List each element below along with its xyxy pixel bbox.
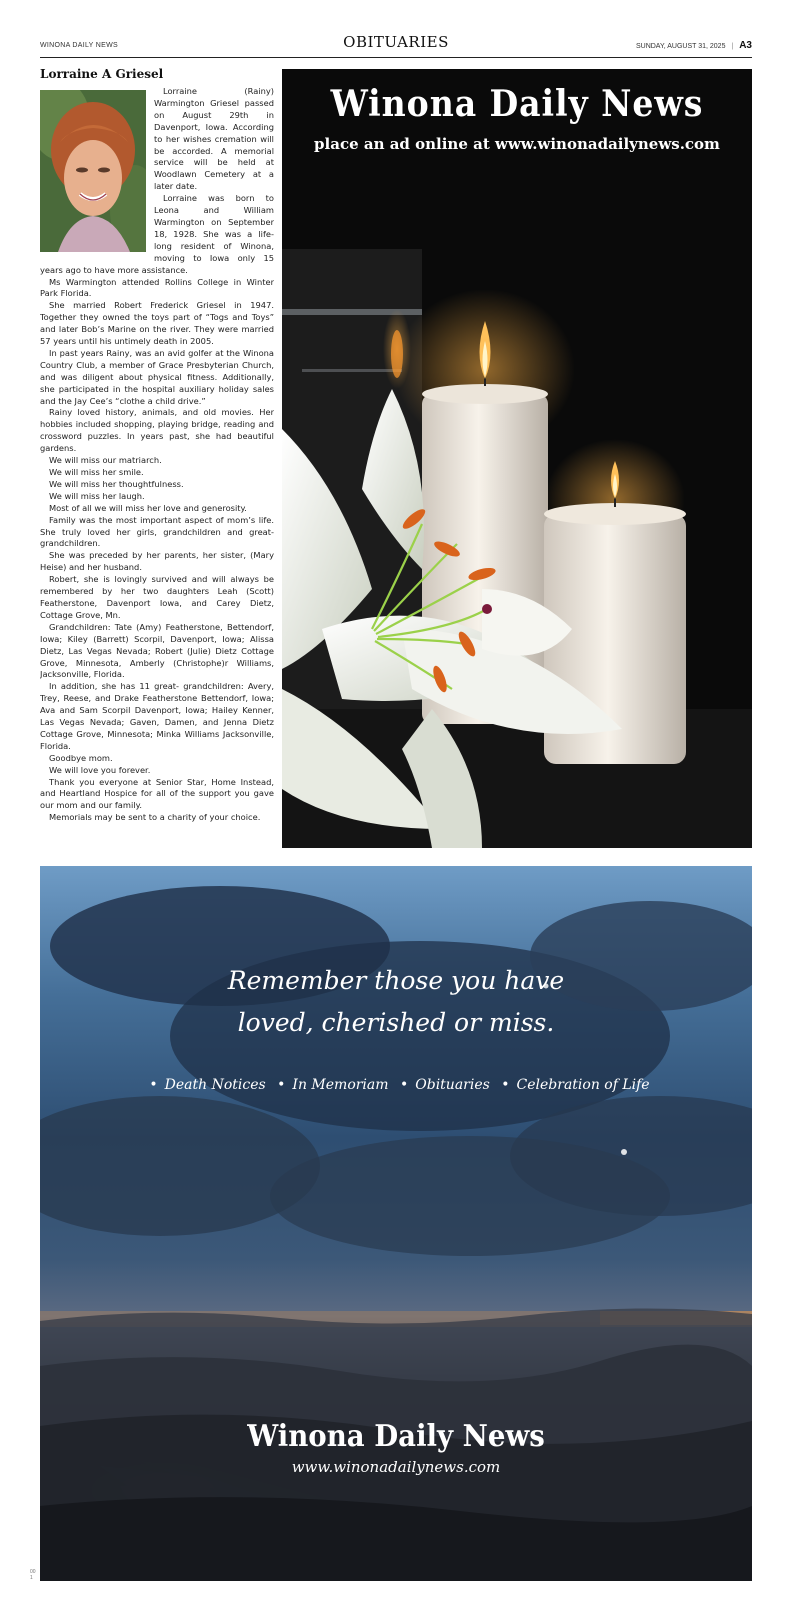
obituary-paragraph: She married Robert Frederick Griesel in 1947. Together they owned the toys part of “Togs and Toys” and later Bob’s Marine on the river. They were married 57 years until his untimely death in 2005. <box>40 300 274 347</box>
obituary-name: Lorraine A Griesel <box>40 67 164 81</box>
obituary-paragraph: Ms Warmington attended Rollins College in Winter Park Florida. <box>40 276 274 299</box>
obituary-paragraph: We will miss her laugh. <box>49 490 145 501</box>
remembrance-headline-line1: Remember those you have <box>227 966 565 995</box>
service-bullet: • <box>277 1077 286 1093</box>
page-number: A3 <box>739 40 752 51</box>
obituary-paragraph: Memorials may be sent to a charity of your choice. <box>49 812 261 823</box>
obituary-paragraph: Robert, she is lovingly survived and will always be remembered by her two daughters Leah (Scott) Featherstone, Davenport Iowa, and Carey Dietz, Cottage Grove, Mn. <box>40 574 274 620</box>
page-folio <box>30 1569 36 1581</box>
service-bullet: • <box>400 1077 409 1093</box>
ad-masthead: Winona Daily News <box>330 83 704 125</box>
candle-advertisement <box>282 69 752 848</box>
remembrance-masthead: Winona Daily News <box>247 1419 545 1454</box>
folio-line-2: 1 <box>30 1575 33 1581</box>
obituary-paragraph: We will miss her smile. <box>49 467 144 477</box>
obituary-paragraph: Goodbye mom. <box>49 752 113 763</box>
folio-line-1: 00 <box>30 1569 36 1575</box>
dateline-separator: | <box>731 43 734 50</box>
service-celebration-of-life: Celebration of Life <box>516 1077 650 1093</box>
obituary-paragraph: Most of all we will miss her love and generosity. <box>49 502 247 513</box>
header-rule <box>40 57 752 58</box>
service-bullet: • <box>501 1077 510 1093</box>
obituary-portrait-photo <box>40 90 146 252</box>
obituary-paragraph: In past years Rainy, was an avid golfer at the Winona Country Club, a member of Grace Presbyterian Church, and was diligent about physical fitness. Additionally, she participated in the hospital auxiliary holiday sales and the Jay Cee’s “clothe a child drive.” <box>40 347 274 406</box>
dateline <box>636 40 752 51</box>
obituary-paragraph: We will love you forever. <box>49 764 151 775</box>
remembrance-headline-line2: loved, cherished or miss. <box>237 1008 555 1037</box>
obituary-paragraph: Grandchildren: Tate (Amy) Featherstone, Bettendorf, Iowa; Kiley (Barrett) Scorpil, Davenport, Iowa; Alissa Dietz, Las Vegas Nevada; Robert (Julie) Dietz Cottage Grove, Minnesota, Amberly (Christophe)r Williams, Jacksonville, Florida. <box>40 621 274 680</box>
obituary-paragraph: Lorraine was born to Leona and William Warmington on September 18, 1928. She was a life-long resident of Winona, moving to Iowa only 15 years ago to have more assistance. <box>40 193 274 275</box>
obituary-paragraph: She was preceded by her parents, her sister, (Mary Heise) and her husband. <box>40 550 274 573</box>
portrait-illustration <box>40 90 146 252</box>
obituary-paragraph: In addition, she has 11 great- grandchildren: Avery, Trey, Reese, and Drake Featherstone Bettendorf, Iowa; Ava and Sam Scorpil Davenport, Iowa; Hailey Kenner, Las Vegas Nevada; Gaven, Damen, and Jenna Dietz Cottage Grove, Minnesota; Minka Williams Jacksonville, Florida. <box>40 681 274 751</box>
service-death-notices: Death Notices <box>164 1077 266 1093</box>
obituary-paragraph: Lorraine (Rainy) Warmington Griesel passed on August 29th in Davenport, Iowa. According to her wishes cremation will be accorded. A memorial service will be held at Woodlawn Cemetery at a later date. <box>154 86 274 192</box>
candle-lily-photo <box>282 69 752 848</box>
service-bullet: • <box>149 1077 158 1093</box>
publication-name: WINONA DAILY NEWS <box>40 42 118 49</box>
remembrance-url: www.winonadailynews.com <box>291 1458 501 1476</box>
service-list <box>40 1077 752 1093</box>
remembrance-advertisement <box>40 866 752 1581</box>
obituary-body <box>40 86 274 846</box>
section-title: OBITUARIES <box>343 33 449 51</box>
obituary-paragraph: Family was the most important aspect of mom’s life. She truly loved her girls, grandchildren and great-grandchildren. <box>40 514 274 549</box>
issue-date: SUNDAY, AUGUST 31, 2025 <box>635 43 726 50</box>
obituary-paragraph: We will miss her thoughtfulness. <box>49 478 184 489</box>
service-obituaries: Obituaries <box>415 1077 490 1093</box>
obituary-paragraph: We will miss our matriarch. <box>49 455 162 466</box>
obituary-paragraph: Rainy loved history, animals, and old movies. Her hobbies included shopping, playing bridge, reading and crossword puzzles. In years past, she had beautiful gardens. <box>40 407 274 454</box>
obituary-paragraph: Thank you everyone at Senior Star, Home Instead, and Heartland Hospice for all of the support you gave our mom and our family. <box>40 776 274 811</box>
service-in-memoriam: In Memoriam <box>292 1077 389 1093</box>
ad-placement-tagline: place an ad online at www.winonadailynews.com <box>314 135 720 153</box>
